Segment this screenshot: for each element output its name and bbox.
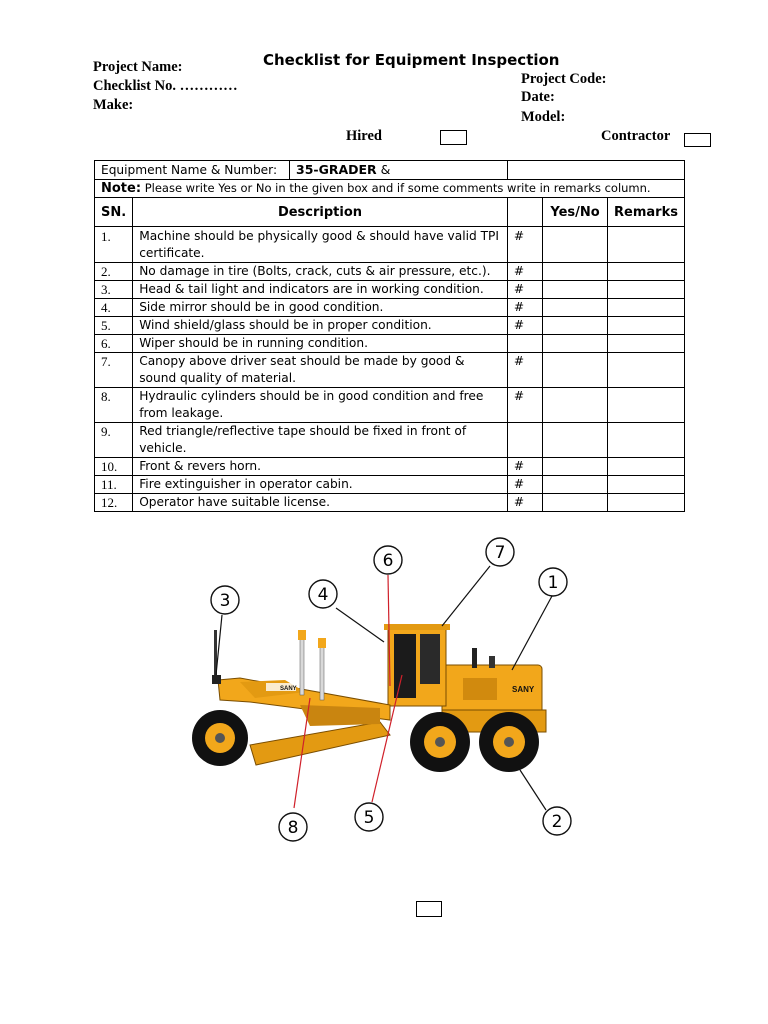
row-remarks-field[interactable] bbox=[608, 476, 685, 494]
row-remarks-field[interactable] bbox=[608, 458, 685, 476]
row-mark: # bbox=[507, 458, 542, 476]
table-row bbox=[95, 263, 685, 281]
row-mark: # bbox=[507, 263, 542, 281]
row-description: Front & revers horn. bbox=[133, 458, 508, 476]
row-remarks-field[interactable] bbox=[608, 423, 685, 458]
row-mark: # bbox=[507, 494, 542, 512]
col-yesno-header: Yes/No bbox=[543, 198, 608, 227]
row-mark: # bbox=[507, 353, 542, 388]
row-mark bbox=[507, 423, 542, 458]
row-sn: 2. bbox=[95, 263, 133, 281]
row-yes-no-field[interactable] bbox=[543, 423, 608, 458]
row-sn: 11. bbox=[95, 476, 133, 494]
svg-text:8: 8 bbox=[287, 818, 299, 838]
row-description: Red triangle/reflective tape should be fixed in front of vehicle. bbox=[133, 423, 508, 458]
row-description: Operator have suitable license. bbox=[133, 494, 508, 512]
hired-checkbox[interactable] bbox=[440, 130, 467, 145]
front-wheel bbox=[192, 710, 248, 766]
svg-text:5: 5 bbox=[363, 808, 375, 828]
row-remarks-field[interactable] bbox=[608, 227, 685, 263]
grader-illustration bbox=[192, 624, 546, 772]
leader-7 bbox=[442, 566, 490, 626]
callout-3 bbox=[211, 586, 239, 614]
table-row bbox=[95, 388, 685, 423]
svg-text:2: 2 bbox=[551, 812, 563, 832]
row-remarks-field[interactable] bbox=[608, 353, 685, 388]
row-sn: 9. bbox=[95, 423, 133, 458]
row-description: No damage in tire (Bolts, crack, cuts & air pressure, etc.). bbox=[133, 263, 508, 281]
row-mark: # bbox=[507, 227, 542, 263]
row-description: Wind shield/glass should be in proper condition. bbox=[133, 317, 508, 335]
row-mark: # bbox=[507, 476, 542, 494]
col-mark-header bbox=[507, 198, 542, 227]
row-mark: # bbox=[507, 299, 542, 317]
equipment-row bbox=[95, 161, 685, 180]
note-text: Please write Yes or No in the given box and if some comments write in remarks column. bbox=[141, 181, 651, 195]
callout-7 bbox=[486, 538, 514, 566]
hired-label: Hired bbox=[346, 128, 382, 144]
equipment-label: Equipment Name & Number: bbox=[95, 161, 290, 179]
row-remarks-field[interactable] bbox=[608, 494, 685, 512]
col-remarks-header: Remarks bbox=[608, 198, 685, 227]
row-description: Hydraulic cylinders should be in good condition and free from leakage. bbox=[133, 388, 508, 423]
callout-8 bbox=[279, 813, 307, 841]
row-description: Head & tail light and indicators are in working condition. bbox=[133, 281, 508, 299]
table-row bbox=[95, 335, 685, 353]
row-description: Fire extinguisher in operator cabin. bbox=[133, 476, 508, 494]
callout-6 bbox=[374, 546, 402, 574]
row-remarks-field[interactable] bbox=[608, 335, 685, 353]
table-row bbox=[95, 281, 685, 299]
row-description: Side mirror should be in good condition. bbox=[133, 299, 508, 317]
project-code-label: Project Code: bbox=[521, 71, 607, 87]
callout-4 bbox=[309, 580, 337, 608]
row-yes-no-field[interactable] bbox=[543, 335, 608, 353]
row-sn: 12. bbox=[95, 494, 133, 512]
leader-1 bbox=[512, 596, 552, 670]
svg-text:4: 4 bbox=[317, 585, 329, 605]
grader-figure bbox=[180, 530, 600, 850]
table-row bbox=[95, 494, 685, 512]
table-row bbox=[95, 476, 685, 494]
row-remarks-field[interactable] bbox=[608, 388, 685, 423]
table-row bbox=[95, 227, 685, 263]
callout-5 bbox=[355, 803, 383, 831]
row-yes-no-field[interactable] bbox=[543, 388, 608, 423]
row-yes-no-field[interactable] bbox=[543, 299, 608, 317]
row-yes-no-field[interactable] bbox=[543, 494, 608, 512]
row-remarks-field[interactable] bbox=[608, 317, 685, 335]
row-mark bbox=[507, 335, 542, 353]
row-mark: # bbox=[507, 317, 542, 335]
contractor-label: Contractor bbox=[601, 128, 671, 144]
table-row bbox=[95, 458, 685, 476]
rear-wheel-1 bbox=[410, 712, 470, 772]
date-label: Date: bbox=[521, 89, 555, 105]
checklist-no-label: Checklist No. ………… bbox=[93, 78, 238, 94]
row-yes-no-field[interactable] bbox=[543, 458, 608, 476]
model-label: Model: bbox=[521, 109, 566, 125]
table-row bbox=[95, 317, 685, 335]
checklist-table bbox=[94, 160, 685, 512]
row-yes-no-field[interactable] bbox=[543, 281, 608, 299]
table-header-row bbox=[95, 198, 685, 227]
equipment-blank bbox=[507, 161, 684, 180]
row-yes-no-field[interactable] bbox=[543, 476, 608, 494]
col-description-header: Description bbox=[133, 198, 508, 227]
row-description: Wiper should be in running condition. bbox=[133, 335, 508, 353]
table-row bbox=[95, 423, 685, 458]
leader-4 bbox=[336, 608, 384, 642]
svg-text:3: 3 bbox=[219, 591, 231, 611]
row-yes-no-field[interactable] bbox=[543, 317, 608, 335]
row-sn: 6. bbox=[95, 335, 133, 353]
row-sn: 3. bbox=[95, 281, 133, 299]
page-title: Checklist for Equipment Inspection bbox=[263, 51, 560, 69]
brand-text-front: SANY bbox=[280, 686, 297, 692]
callout-1 bbox=[539, 568, 567, 596]
empty-box[interactable] bbox=[416, 901, 442, 917]
row-remarks-field[interactable] bbox=[608, 299, 685, 317]
note-label: Note: bbox=[101, 181, 142, 196]
equipment-cell bbox=[95, 161, 508, 180]
row-sn: 1. bbox=[95, 227, 133, 263]
svg-text:1: 1 bbox=[547, 573, 559, 593]
row-mark: # bbox=[507, 388, 542, 423]
table-row bbox=[95, 299, 685, 317]
row-yes-no-field[interactable] bbox=[543, 227, 608, 263]
row-mark: # bbox=[507, 281, 542, 299]
row-sn: 5. bbox=[95, 317, 133, 335]
col-sn-header: SN. bbox=[95, 198, 133, 227]
project-name-label: Project Name: bbox=[93, 59, 183, 75]
equipment-value[interactable] bbox=[290, 161, 390, 179]
leader-2 bbox=[520, 770, 546, 810]
row-yes-no-field[interactable] bbox=[543, 353, 608, 388]
equipment-value-bold: 35-GRADER bbox=[296, 162, 377, 177]
equipment-value-rest: & bbox=[376, 162, 391, 177]
row-sn: 8. bbox=[95, 388, 133, 423]
row-remarks-field[interactable] bbox=[608, 263, 685, 281]
contractor-checkbox[interactable] bbox=[684, 133, 711, 147]
rear-wheel-2 bbox=[479, 712, 539, 772]
row-sn: 4. bbox=[95, 299, 133, 317]
row-sn: 7. bbox=[95, 353, 133, 388]
table-row bbox=[95, 353, 685, 388]
note-cell bbox=[95, 180, 685, 198]
row-yes-no-field[interactable] bbox=[543, 263, 608, 281]
svg-text:6: 6 bbox=[382, 551, 394, 571]
row-remarks-field[interactable] bbox=[608, 281, 685, 299]
make-label: Make: bbox=[93, 97, 134, 113]
row-sn: 10. bbox=[95, 458, 133, 476]
brand-text-rear: SANY bbox=[512, 685, 535, 694]
callout-2 bbox=[543, 807, 571, 835]
svg-text:7: 7 bbox=[494, 543, 506, 563]
note-row bbox=[95, 180, 685, 198]
row-description: Machine should be physically good & should have valid TPI certificate. bbox=[133, 227, 508, 263]
row-description: Canopy above driver seat should be made by good & sound quality of material. bbox=[133, 353, 508, 388]
